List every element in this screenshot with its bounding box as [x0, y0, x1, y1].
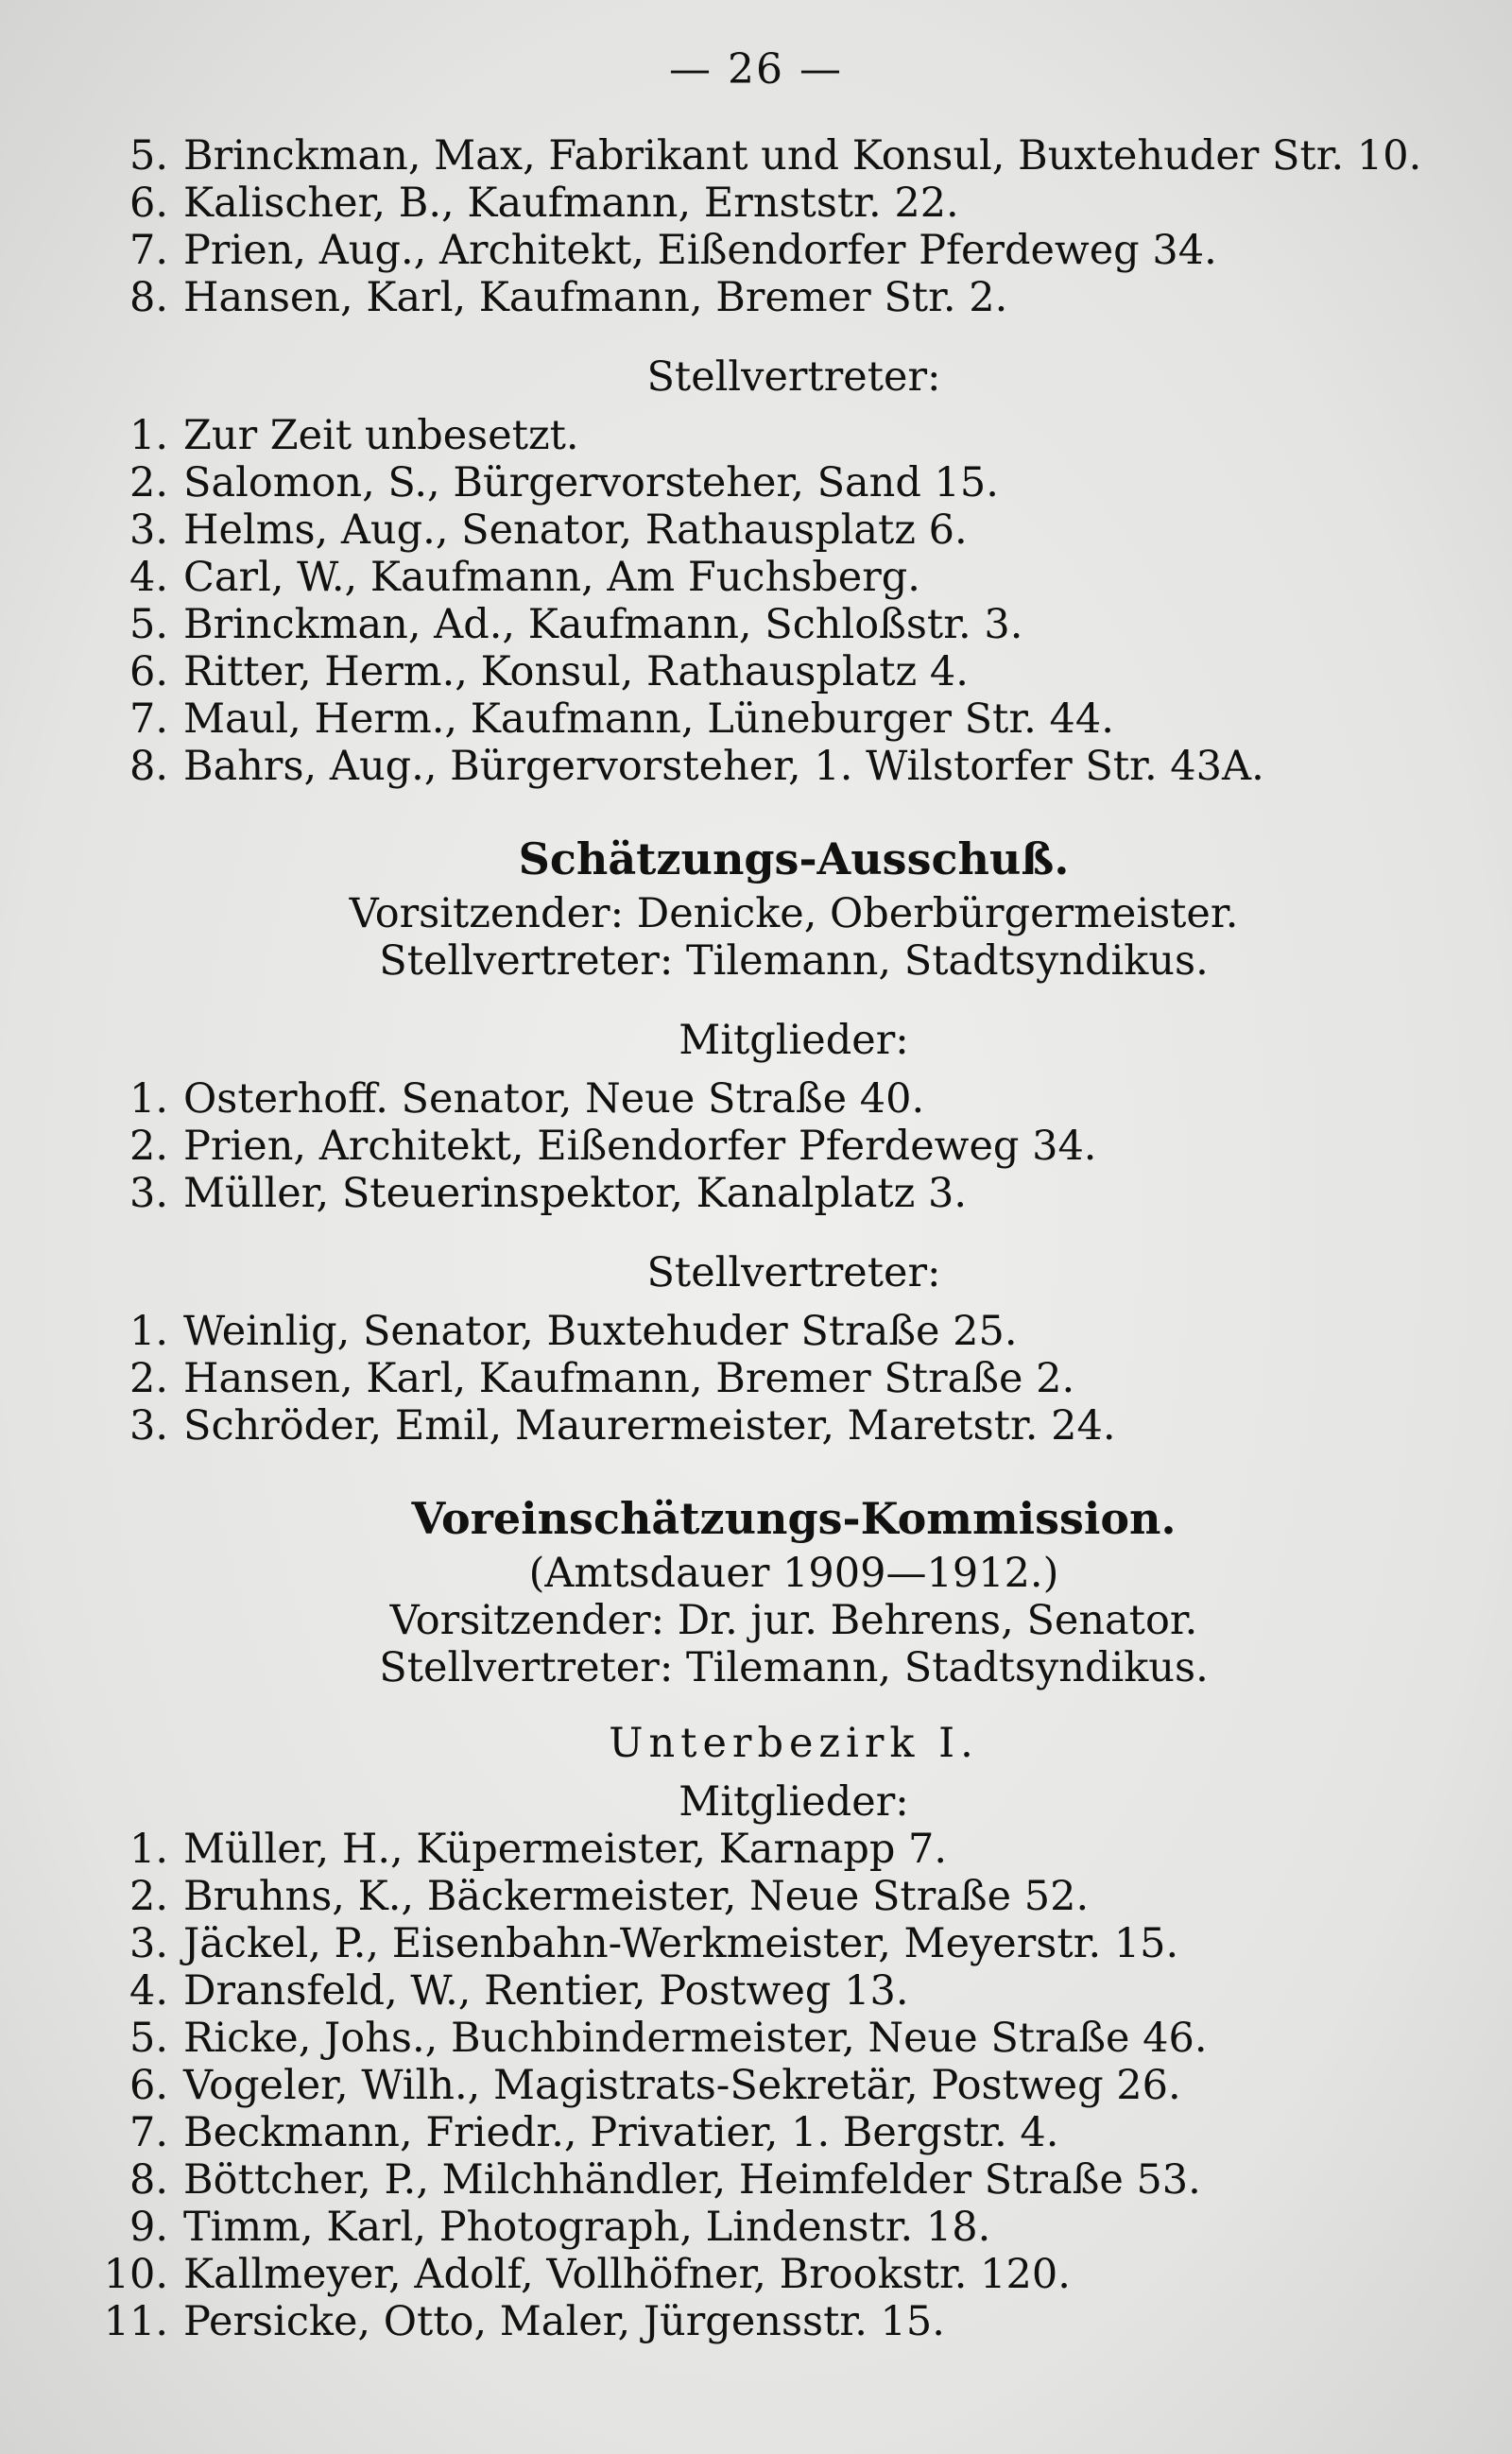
entry-text: Carl, W., Kaufmann, Am Fuchsberg. — [183, 554, 920, 601]
entry-text: Böttcher, P., Milchhändler, Heimfelder Straße 53. — [183, 2156, 1201, 2204]
list-item — [94, 2204, 1436, 2251]
list-item — [94, 2156, 1436, 2204]
list-item — [94, 1873, 1436, 1920]
entry-number: 8. — [129, 743, 168, 790]
section3-term: (Amtsdauer 1909—1912.) — [528, 1550, 1059, 1597]
section3-district: Unterbezirk I. — [609, 1720, 979, 1767]
entry-text: Vogeler, Wilh., Magistrats-Sekretär, Postweg 26. — [183, 2062, 1181, 2109]
list-item — [94, 227, 1436, 274]
entry-number: 3. — [129, 1402, 168, 1450]
list-item — [94, 1402, 1436, 1450]
entry-number: 7. — [129, 695, 168, 743]
list-item — [94, 412, 1436, 459]
entry-number: 10. — [103, 2251, 168, 2298]
entry-number: 8. — [129, 2156, 168, 2204]
list-item — [94, 180, 1436, 227]
list-item — [94, 1967, 1436, 2015]
list-item — [94, 554, 1436, 601]
entry-text: Hansen, Karl, Kaufmann, Bremer Str. 2. — [183, 274, 1008, 321]
entry-number: 3. — [129, 506, 168, 554]
entry-text: Osterhoff. Senator, Neue Straße 40. — [183, 1075, 925, 1123]
entry-text: Kalischer, B., Kaufmann, Ernststr. 22. — [183, 180, 959, 227]
list-item — [94, 2251, 1436, 2298]
entry-text: Beckmann, Friedr., Privatier, 1. Bergstr. 4. — [183, 2109, 1059, 2156]
entry-number: 5. — [129, 2015, 168, 2062]
section1-deputies-label: Stellvertreter: — [646, 353, 941, 401]
list-item — [94, 1920, 1436, 1967]
section2-members-label: Mitglieder: — [679, 1017, 909, 1064]
entry-number: 1. — [129, 412, 168, 459]
entry-text: Persicke, Otto, Maler, Jürgensstr. 15. — [183, 2298, 945, 2345]
entry-number: 3. — [129, 1170, 168, 1217]
entry-number: 6. — [129, 2062, 168, 2109]
entry-text: Helms, Aug., Senator, Rathausplatz 6. — [183, 506, 968, 554]
list-item — [94, 1123, 1436, 1170]
entry-text: Bruhns, K., Bäckermeister, Neue Straße 52. — [183, 1873, 1090, 1920]
list-item — [94, 506, 1436, 554]
section3-members-label: Mitglieder: — [679, 1778, 909, 1826]
page-number: — 26 — — [669, 45, 843, 94]
list-item — [94, 459, 1436, 506]
entry-text: Ricke, Johs., Buchbindermeister, Neue Straße 46. — [183, 2015, 1208, 2062]
entry-text: Weinlig, Senator, Buxtehuder Straße 25. — [183, 1308, 1018, 1355]
section2-chair: Vorsitzender: Denicke, Oberbürgermeister. — [349, 890, 1239, 937]
section2-deputies-label: Stellvertreter: — [646, 1249, 941, 1296]
list-item — [94, 1075, 1436, 1123]
entry-text: Ritter, Herm., Konsul, Rathausplatz 4. — [183, 648, 969, 695]
entry-number: 3. — [129, 1920, 168, 1967]
entry-text: Brinckman, Max, Fabrikant und Konsul, Buxtehuder Str. 10. — [183, 132, 1422, 180]
list-item — [94, 601, 1436, 648]
section2-title: Schätzungs-Ausschuß. — [518, 833, 1070, 884]
list-item — [94, 743, 1436, 790]
entry-number: 1. — [129, 1308, 168, 1355]
section1-deputy-list — [94, 412, 1436, 790]
entry-text: Timm, Karl, Photograph, Lindenstr. 18. — [183, 2204, 991, 2251]
list-item — [94, 2109, 1436, 2156]
list-item — [94, 2062, 1436, 2109]
entry-number: 2. — [129, 459, 168, 506]
entry-text: Brinckman, Ad., Kaufmann, Schloßstr. 3. — [183, 601, 1023, 648]
entry-text: Müller, Steuerinspektor, Kanalplatz 3. — [183, 1170, 967, 1217]
entry-number: 2. — [129, 1123, 168, 1170]
content — [94, 132, 1436, 2345]
entry-number: 5. — [129, 132, 168, 180]
entry-text: Bahrs, Aug., Bürgervorsteher, 1. Wilstorfer Str. 43A. — [183, 743, 1264, 790]
entry-number: 5. — [129, 601, 168, 648]
section3-member-list — [94, 1826, 1436, 2345]
list-item — [94, 2298, 1436, 2345]
entry-number: 4. — [129, 1967, 168, 2015]
section2-member-list — [94, 1075, 1436, 1217]
entry-number: 1. — [129, 1826, 168, 1873]
entry-number: 1. — [129, 1075, 168, 1123]
entry-text: Müller, H., Küpermeister, Karnapp 7. — [183, 1826, 948, 1873]
list-item — [94, 1355, 1436, 1402]
section2-deputy-list — [94, 1308, 1436, 1450]
entry-number: 8. — [129, 274, 168, 321]
list-item — [94, 695, 1436, 743]
list-item — [94, 1170, 1436, 1217]
list-item — [94, 1308, 1436, 1355]
list-item — [94, 648, 1436, 695]
entry-number: 6. — [129, 648, 168, 695]
section3-title: Voreinschätzungs-Kommission. — [411, 1493, 1177, 1544]
entry-text: Kallmeyer, Adolf, Vollhöfner, Brookstr. 120. — [183, 2251, 1071, 2298]
entry-text: Prien, Aug., Architekt, Eißendorfer Pferdeweg 34. — [183, 227, 1217, 274]
section2-vice: Stellvertreter: Tilemann, Stadtsyndikus. — [379, 937, 1209, 985]
entry-text: Dransfeld, W., Rentier, Postweg 13. — [183, 1967, 909, 2015]
entry-number: 2. — [129, 1873, 168, 1920]
entry-text: Prien, Architekt, Eißendorfer Pferdeweg 34. — [183, 1123, 1097, 1170]
entry-number: 4. — [129, 554, 168, 601]
list-item — [94, 2015, 1436, 2062]
section3-vice: Stellvertreter: Tilemann, Stadtsyndikus. — [379, 1644, 1209, 1691]
entry-number: 2. — [129, 1355, 168, 1402]
entry-number: 7. — [129, 227, 168, 274]
entry-text: Salomon, S., Bürgervorsteher, Sand 15. — [183, 459, 999, 506]
entry-text: Maul, Herm., Kaufmann, Lüneburger Str. 44. — [183, 695, 1114, 743]
entry-number: 7. — [129, 2109, 168, 2156]
list-item — [94, 274, 1436, 321]
entry-number: 11. — [103, 2298, 168, 2345]
entry-text: Hansen, Karl, Kaufmann, Bremer Straße 2. — [183, 1355, 1075, 1402]
entry-text: Schröder, Emil, Maurermeister, Maretstr. 24. — [183, 1402, 1116, 1450]
section1-member-list — [94, 132, 1436, 321]
entry-text: Zur Zeit unbesetzt. — [183, 412, 579, 459]
entry-number: 6. — [129, 180, 168, 227]
entry-text: Jäckel, P., Eisenbahn-Werkmeister, Meyerstr. 15. — [183, 1920, 1179, 1967]
section3-chair: Vorsitzender: Dr. jur. Behrens, Senator. — [389, 1597, 1198, 1644]
list-item — [94, 132, 1436, 180]
entry-number: 9. — [129, 2204, 168, 2251]
list-item — [94, 1826, 1436, 1873]
